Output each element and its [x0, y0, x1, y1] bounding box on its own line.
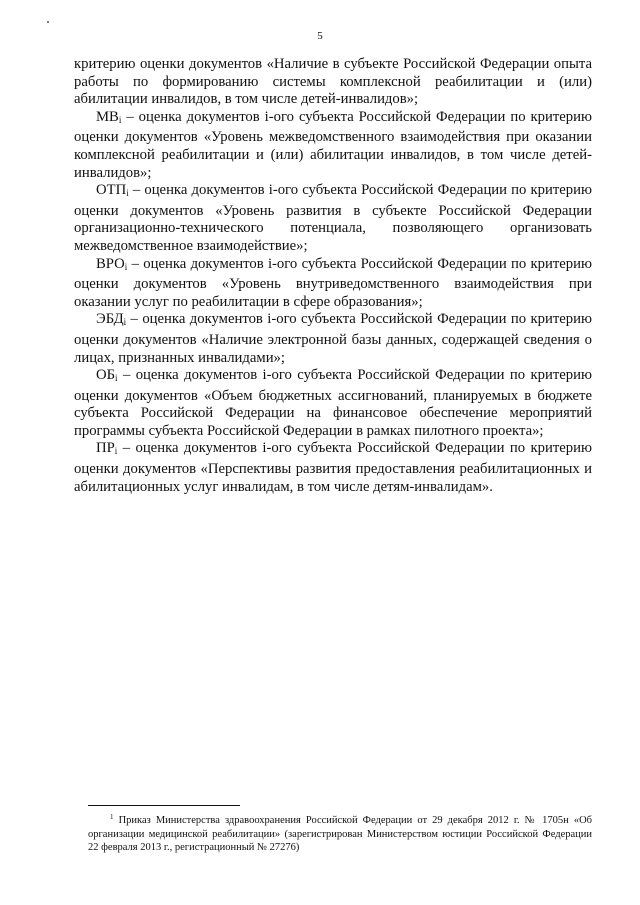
- footnote: [88, 811, 592, 855]
- document-body: [74, 56, 592, 496]
- variable-name: ОБ: [96, 367, 116, 384]
- paragraph-text: – оценка документов i-ого субъекта Российской Федерации по критерию оценки документов «Объем бюджетных ассигнований, планируемых в бюджете субъекта Российской Федерации на финансовое обеспечение мероприятий программы субъекта Российской Федерации в рамках пилотного проекта»;: [74, 367, 592, 439]
- footnote-text: Приказ Министерства здравоохранения Российской Федерации от 29 декабря 2012 г. № 1705н «Об организации медицинской реабилитации» (зарегистрирован Министерством юстиции Российской Федерации 22 февраля 2013 г., регистрационный № 27276): [88, 815, 592, 853]
- paragraph-text: – оценка документов i-ого субъекта Российской Федерации по критерию оценки документов «Перспективы развития предоставления реабилитационных и абилитационных услуг инвалидам, в том числе детям-инвалидам».: [74, 440, 592, 495]
- variable-subscript: i: [118, 114, 122, 125]
- paragraph-continuation: [74, 56, 592, 109]
- variable-subscript: i: [115, 373, 118, 384]
- variable-name: ОТП: [96, 182, 127, 199]
- variable-subscript: i: [124, 261, 128, 272]
- paragraph-text: – оценка документов i-ого субъекта Российской Федерации по критерию оценки документов «Уровень развития в субъекте Российской Федерации организационно-технического потенциала, позволяющего организовать межведомственное взаимодействие»;: [74, 182, 592, 254]
- variable-name: ЭБД: [96, 311, 124, 328]
- variable-subscript: i: [123, 317, 127, 328]
- paragraph-vro: [74, 256, 592, 312]
- footnote-divider: [88, 805, 240, 806]
- paragraph-mv: [74, 109, 592, 182]
- paragraph-text: – оценка документов i-ого субъекта Российской Федерации по критерию оценки документов «Наличие электронной базы данных, содержащей сведения о лицах, признанных инвалидами»;: [74, 311, 592, 366]
- paragraph-text: – оценка документов i-ого субъекта Российской Федерации по критерию оценки документов «Уровень межведомственного взаимодействия при оказании комплексной реабилитации и (или) абилитации инвалидов, в том числе детей-инвалидов»;: [74, 108, 592, 181]
- paragraph-ob: [74, 367, 592, 440]
- page-number: 5: [317, 30, 323, 42]
- paragraph-otp: [74, 182, 592, 255]
- variable-subscript: i: [126, 188, 129, 199]
- footnote-paragraph: [88, 811, 592, 855]
- paragraph-ebd: [74, 311, 592, 367]
- paragraph-text: – оценка документов i-ого субъекта Российской Федерации по критерию оценки документов «Уровень внутриведомственного взаимодействия при оказании услуг по реабилитации в сфере образования»;: [74, 255, 592, 310]
- variable-name: ВРО: [96, 255, 125, 272]
- variable-name: MB: [96, 108, 119, 125]
- paragraph-text: критерию оценки документов «Наличие в субъекте Российской Федерации опыта работы по формированию системы комплексной реабилитации и (или) абилитации инвалидов, в том числе детей-инвалидов»;: [74, 56, 592, 108]
- variable-subscript: i: [114, 446, 118, 457]
- footnote-mark: 1: [110, 813, 114, 821]
- paragraph-pr: [74, 440, 592, 496]
- variable-name: ПР: [96, 440, 115, 457]
- scan-speck: [47, 21, 49, 23]
